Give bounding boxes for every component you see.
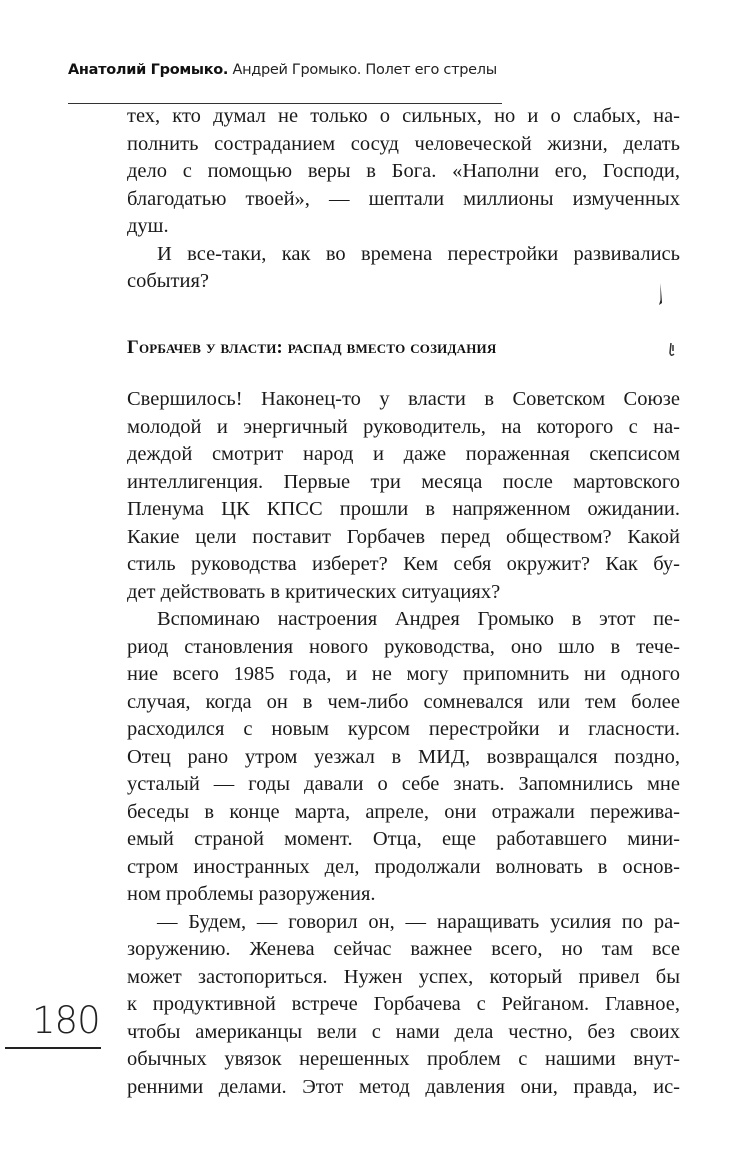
text-line: полнить состраданием сосуд человеческой жизни, делать (127, 132, 680, 155)
text-line: душ. (127, 215, 169, 237)
text-line: Вспоминаю настроения Андрея Громыко в этот пе- (157, 608, 680, 630)
text-line: чтобы американцы вели с нами дела честно, без своих (127, 1020, 680, 1043)
text-line: стром иностранных дел, продолжали волновать в основ- (127, 855, 680, 878)
text-line: события? (127, 270, 210, 292)
text-line: молодой и энергичный руководитель, на которого с на- (127, 415, 680, 438)
text-line: деждой смотрит народ и даже пораженная скепсисом (127, 443, 680, 465)
running-header-title: Андрей Громыко. Полет его стрелы (232, 62, 497, 78)
running-header (68, 62, 497, 78)
text-line: Свершилось! Наконец-то у власти в Советском Союзе (127, 388, 680, 410)
text-line: И все-таки, как во времена перестройки развивались (157, 242, 680, 265)
text-line: зоружению. Женева сейчас важнее всего, но там все (127, 938, 680, 960)
text-line: беседы в конце марта, апреле, они отражали пережива- (127, 800, 680, 823)
page-number-rule (5, 1047, 101, 1049)
running-header-author: Анатолий Громыко. (68, 62, 229, 78)
text-line: к продуктивной встрече Горбачева с Рейганом. Главное, (127, 993, 680, 1015)
text-line: Какие цели поставит Горбачев перед обществом? Какой (127, 525, 680, 548)
text-line: обычных увязок нерешенных проблем с нашими внут- (127, 1048, 680, 1070)
text-line: емый страной момент. Отца, еще работавшего мини- (127, 828, 680, 850)
text-block-top (127, 103, 680, 296)
text-line: тех, кто думал не только о сильных, но и о слабых, на- (127, 105, 680, 127)
page-number: 180 (32, 999, 100, 1042)
pen-mark-icon (659, 283, 662, 305)
text-line: благодатью твоей», — шептали миллионы измученных (127, 187, 680, 210)
text-line: ние всего 1985 года, и не могу припомнить ни одного (127, 663, 680, 685)
text-line: риод становления нового руководства, оно шло в тече- (127, 635, 680, 658)
text-line: может застопориться. Нужен успех, который привел бы (127, 965, 680, 988)
text-line: интеллигенция. Первые три месяца после мартовского (127, 470, 680, 493)
text-line: Отец рано утром уезжал в МИД, возвращался поздно, (127, 745, 680, 768)
text-line: — Будем, — говорил он, — наращивать усилия по ра- (157, 910, 680, 933)
text-line: расходился с новым курсом перестройки и гласности. (127, 718, 680, 740)
text-line: усталый — годы давали о себе знать. Запомнились мне (127, 773, 680, 795)
text-line: стиль руководства изберет? Кем себя окружит? Как бу- (127, 553, 680, 575)
text-line: дело с помощью веры в Бога. «Наполни его, Господи, (127, 160, 680, 182)
text-block-main (127, 386, 680, 1101)
text-line: ном проблемы разоружения. (127, 883, 376, 905)
text-line: Пленума ЦК КПСС прошли в напряженном ожидании. (127, 498, 680, 520)
text-line: ренними делами. Этот метод давления они, правда, ис- (127, 1075, 680, 1098)
text-line: дет действовать в критических ситуациях? (127, 580, 501, 603)
section-heading: Горбачев у власти: распад вместо созидания (127, 338, 497, 358)
pen-mark-icon (668, 343, 676, 357)
text-line: случая, когда он в чем-либо сомневался или тем более (127, 690, 680, 713)
